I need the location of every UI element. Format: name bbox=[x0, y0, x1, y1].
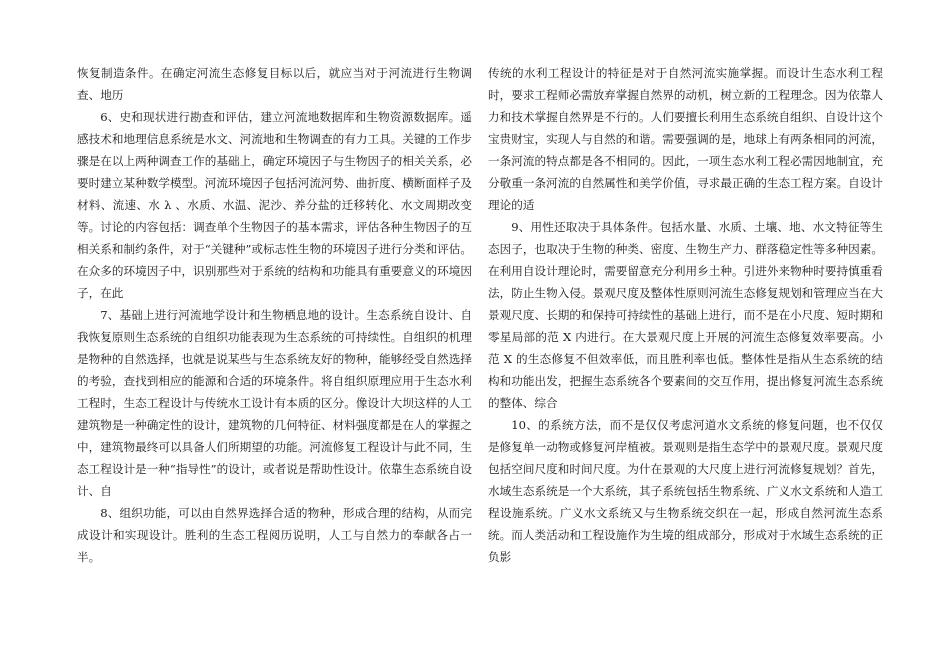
left-paragraph-4: 8、组织功能，可以由自然界选择合适的物种，形成合理的结构，从而完成设计和实现设计。胜利的生态工程阅历说明，人工与自然力的奉献各占一半。 bbox=[77, 506, 472, 564]
left-paragraph-1: 恢复制造条件。在确定河流生态修复目标以后，就应当对于河流进行生物调查、地历 bbox=[77, 66, 472, 102]
left-column bbox=[77, 62, 472, 568]
left-paragraph-2: 6、史和现状进行勘查和评估，建立河流地数据库和生物资源数据库。遥感技术和地理信息系统是水文、河流地和生物调查的有力工具。关键的工作步骤是在以上两种调查工作的基础上，确定环境因子与生物因子的相关关系，必要时建立某种数学模型。河流环境因子包括河流河势、曲折度、横断面样子及材料、流速、水 λ 、水质、水温、泥沙、养分盐的迁移转化、水文周期改变等。讨论的内容包括：调查单个生物因子的基本需求，评估各种生物因子的互相关系和制约条件，对于“关键种”或标志性生物的环境因子进行分类和评估。在众多的环境因子中，识别那些对于系统的结构和功能具有重要意义的环境因子，在此 bbox=[77, 110, 472, 300]
right-paragraph-1: 传统的水利工程设计的特征是对于自然河流实施掌握。而设计生态水利工程时，要求工程师必需放弃掌握自然界的动机，树立新的工程理念。因为依靠人力和技术掌握自然界是不行的。人们要擅长利用生态系统自组织、自设计这个宝贵财宝，实现人与自然的和谐。需要强调的是，地球上有两条相同的河流，一条河流的特点都是各不相同的。因此，一项生态水利工程必需因地制宜，充分敬重一条河流的自然属性和美学价值，寻求最正确的生态工程方案。自设计理论的适 bbox=[488, 66, 883, 212]
left-paragraph-3: 7、基础上进行河流地学设计和生物栖息地的设计。生态系统自设计、自我恢复原则生态系统的自组织功能表现为生态系统的可持续性。自组织的机理是物种的自然选择，也就是说某些与生态系统友好的物种，能够经受自然选择的考验，查找到相应的能源和合适的环境条件。将自组织原理应用于生态水利工程时，生态工程设计与传统水工设计有本质的区分。像设计大坝这样的人工建筑物是一种确定性的设计，建筑物的几何特征、材料强度都是在人的掌握之中，建筑物最终可以具备人们所期望的功能。河流修复工程设计与此不同，生态工程设计是一种“指导性”的设计，或者说是帮助性设计。依靠生态系统自设计、自 bbox=[77, 308, 472, 498]
right-paragraph-3: 10、的系统方法，而不是仅仅考虑河道水文系统的修复问题，也不仅仅是修复单一动物或修复河岸植被。景观则是指生态学中的景观尺度。景观尺度包括空间尺度和时间尺度。为什在景观的大尺度上进行河流修复规划？首先，水域生态系统是一个大系统，其子系统包括生物系统、广义水文系统和人造工程设施系统。广义水文系统又与生物系统交织在一起，形成自然河流生态系统。而人类活动和工程设施作为生境的组成部分，形成对于水域生态系统的正负影 bbox=[488, 418, 883, 564]
right-column bbox=[488, 62, 883, 568]
right-paragraph-2: 9、用性还取决于具体条件。包括水量、水质、土壤、地、水文特征等生态因子，也取决于生物的种类、密度、生物生产力、群落稳定性等多种因素。在利用自设计理论时，需要留意充分利用乡土种。引进外来物种时要持慎重看法，防止生物入侵。景观尺度及整体性原则河流生态修复规划和管理应当在大景观尺度、长期的和保持可持续性的基础上进行，而不是在小尺度、短时期和零星局部的范 X 内进行。在大景观尺度上开展的河流生态修复效率要高。小范 X 的生态修复不但效率低，而且胜利率也低。整体性是指从生态系统的结构和功能出发，把握生态系统各个要素间的交互作用，提出修复河流生态系统的整体、综合 bbox=[488, 220, 883, 410]
